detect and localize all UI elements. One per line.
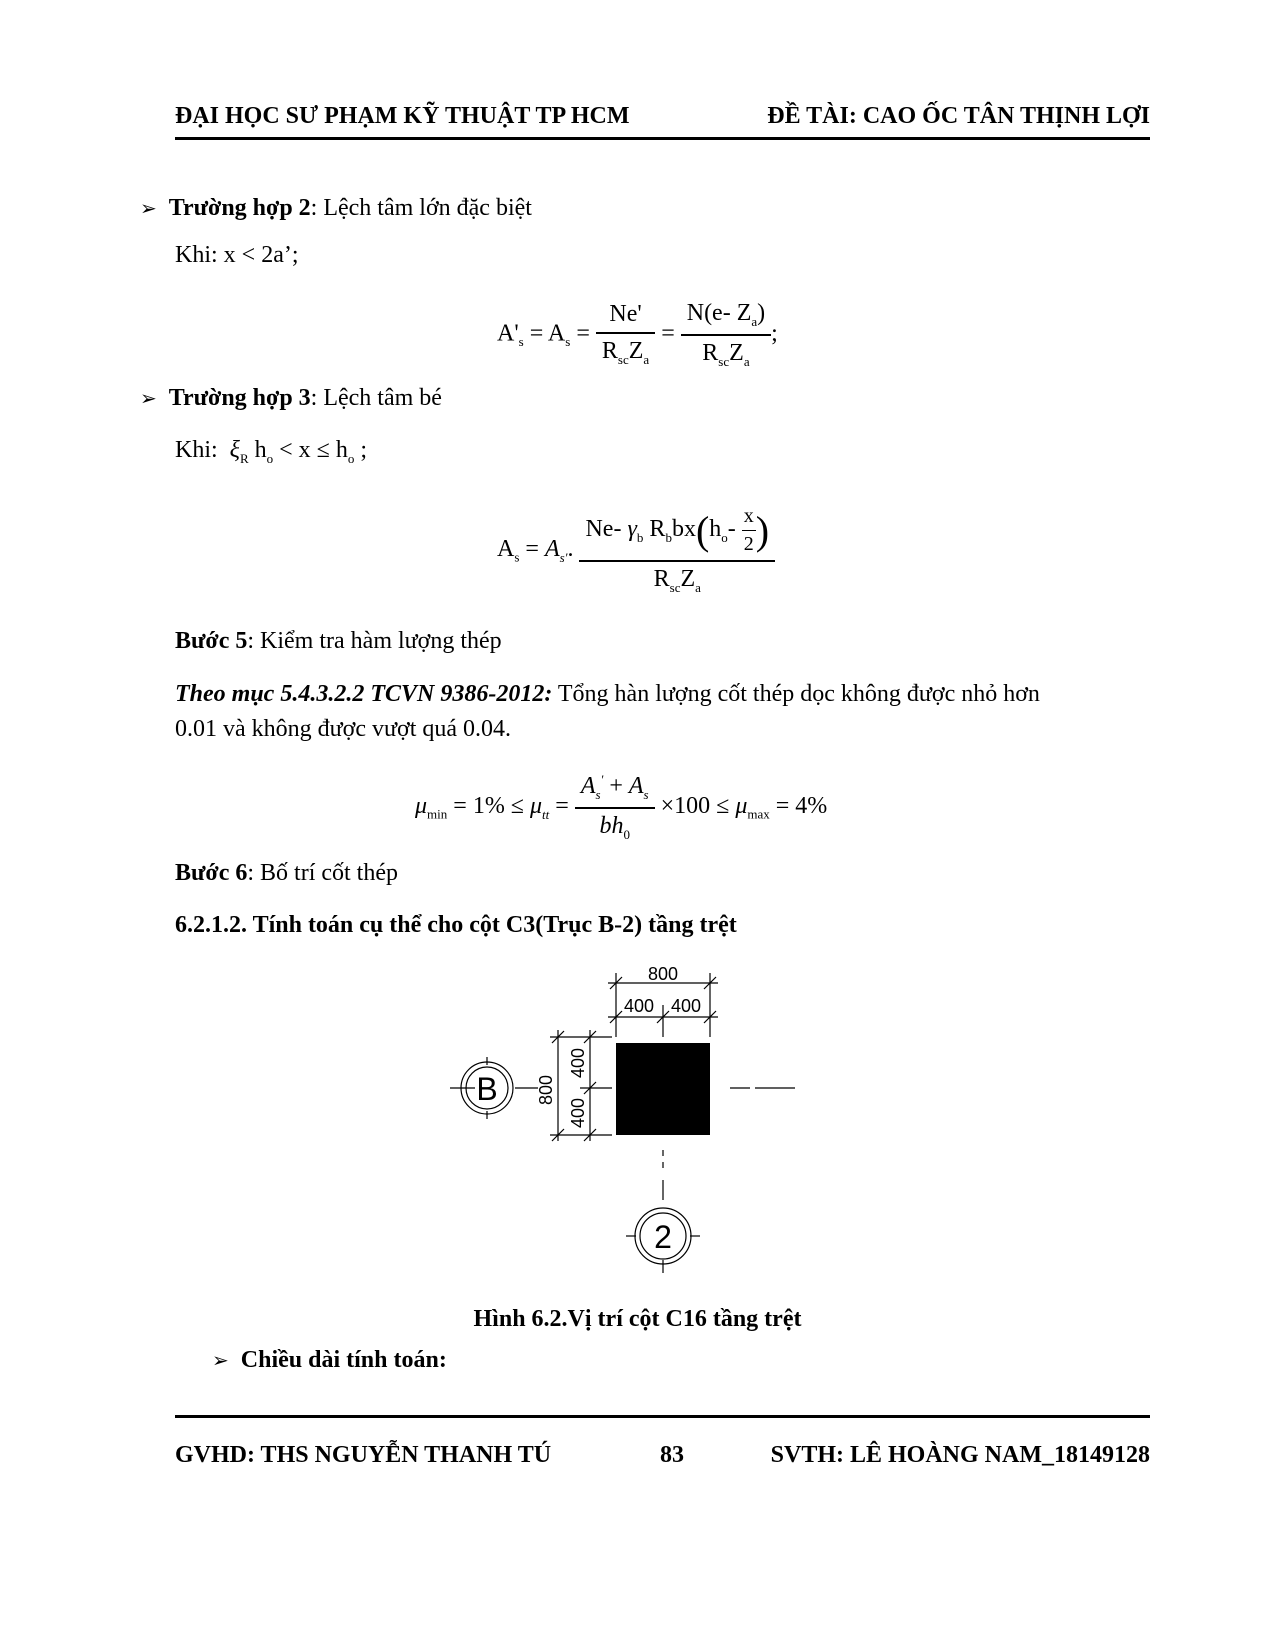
figure-caption: Hình 6.2.Vị trí cột C16 tầng trệt: [473, 1306, 802, 1332]
step6-label: Bước 6: [175, 860, 248, 886]
equation-case3: $A_s = A_{s'}$. Ne- $\gamma_b$ $R_bbx(h_o-$ $\frac{x}{2}$ ) $R_{sc}Z_a$: [497, 505, 775, 596]
equation-mu: $\mu_{min} = 1\% \le \mu_{tt}$ = $\frac{A_s' + A_s}{bh_0}$ $\times 100 \le \mu_{max} = 4\%$: [415, 772, 828, 842]
case3-condition-formula: $\xi_R$ $h_o < x \le h_o$ ;: [229, 437, 368, 466]
step6-desc: : Bố trí cốt thép: [247, 860, 399, 886]
theo-paragraph: [175, 681, 1155, 708]
arrow-bullet-icon: ➢: [212, 1350, 229, 1372]
dim-vert-top-text: 400: [568, 1047, 588, 1079]
page-number: 83: [660, 1442, 684, 1468]
case3-condition-prefix: Khi:: [175, 437, 218, 463]
dim-total-text: 800: [647, 964, 679, 984]
step5-label: Bước 5: [175, 628, 248, 654]
equation-case2: $A'_s = A_s$ = $\frac{Ne'}{R_{sc}Z_a}$ = $\frac{N(e- Z_a)}{R_{sc}Z_a}$ ;: [497, 300, 778, 369]
length-line: [212, 1347, 447, 1374]
dim-half-right-text: 400: [670, 996, 702, 1016]
case2-condition: Khi: x < 2a’;: [175, 242, 299, 268]
theo-text2: 0.01 và không được vượt quá 0.04.: [175, 716, 512, 742]
dim-vert-total-text: 800: [536, 1074, 556, 1106]
theo-text1: Tổng hàn lượng cốt thép dọc không được nhỏ hơn: [552, 681, 1040, 707]
case3-label: Trường hợp 3: [168, 385, 311, 411]
header-left: ĐẠI HỌC SƯ PHẠM KỸ THUẬT TP HCM: [175, 103, 630, 129]
header-right: ĐỀ TÀI: CAO ỐC TÂN THỊNH LỢI: [767, 103, 1150, 129]
dim-vert-bottom-text: 400: [568, 1097, 588, 1129]
step5-desc: : Kiểm tra hàm lượng thép: [247, 628, 502, 654]
column-c3-section: [616, 1043, 710, 1135]
case2-label: Trường hợp 2: [168, 195, 311, 221]
arrow-bullet-icon: ➢: [140, 198, 157, 220]
section-title: 6.2.1.2. Tính toán cụ thể cho cột C3(Trục B-2) tầng trệt: [175, 912, 737, 938]
case3-condition: [175, 437, 367, 467]
footer-rule: [175, 1415, 1150, 1418]
axis-2-label: 2: [654, 1219, 672, 1255]
column-location-figure: [440, 955, 830, 1295]
dim-half-left-text: 400: [623, 996, 655, 1016]
footer-right: SVTH: LÊ HOÀNG NAM_18149128: [770, 1442, 1150, 1468]
step6-line: [175, 860, 398, 887]
arrow-bullet-icon: ➢: [140, 388, 157, 410]
axis-b-label: B: [476, 1071, 498, 1107]
case3-desc: : Lệch tâm bé: [310, 385, 442, 411]
case2-line: [140, 195, 532, 222]
case3-line: [140, 385, 442, 412]
length-label: Chiều dài tính toán:: [240, 1347, 447, 1373]
header-rule: [175, 137, 1150, 140]
step5-line: [175, 628, 502, 655]
case2-desc: : Lệch tâm lớn đặc biệt: [310, 195, 532, 221]
footer-left: GVHD: THS NGUYỄN THANH TÚ: [175, 1442, 552, 1468]
theo-ref: Theo mục 5.4.3.2.2 TCVN 9386-2012:: [175, 681, 553, 707]
